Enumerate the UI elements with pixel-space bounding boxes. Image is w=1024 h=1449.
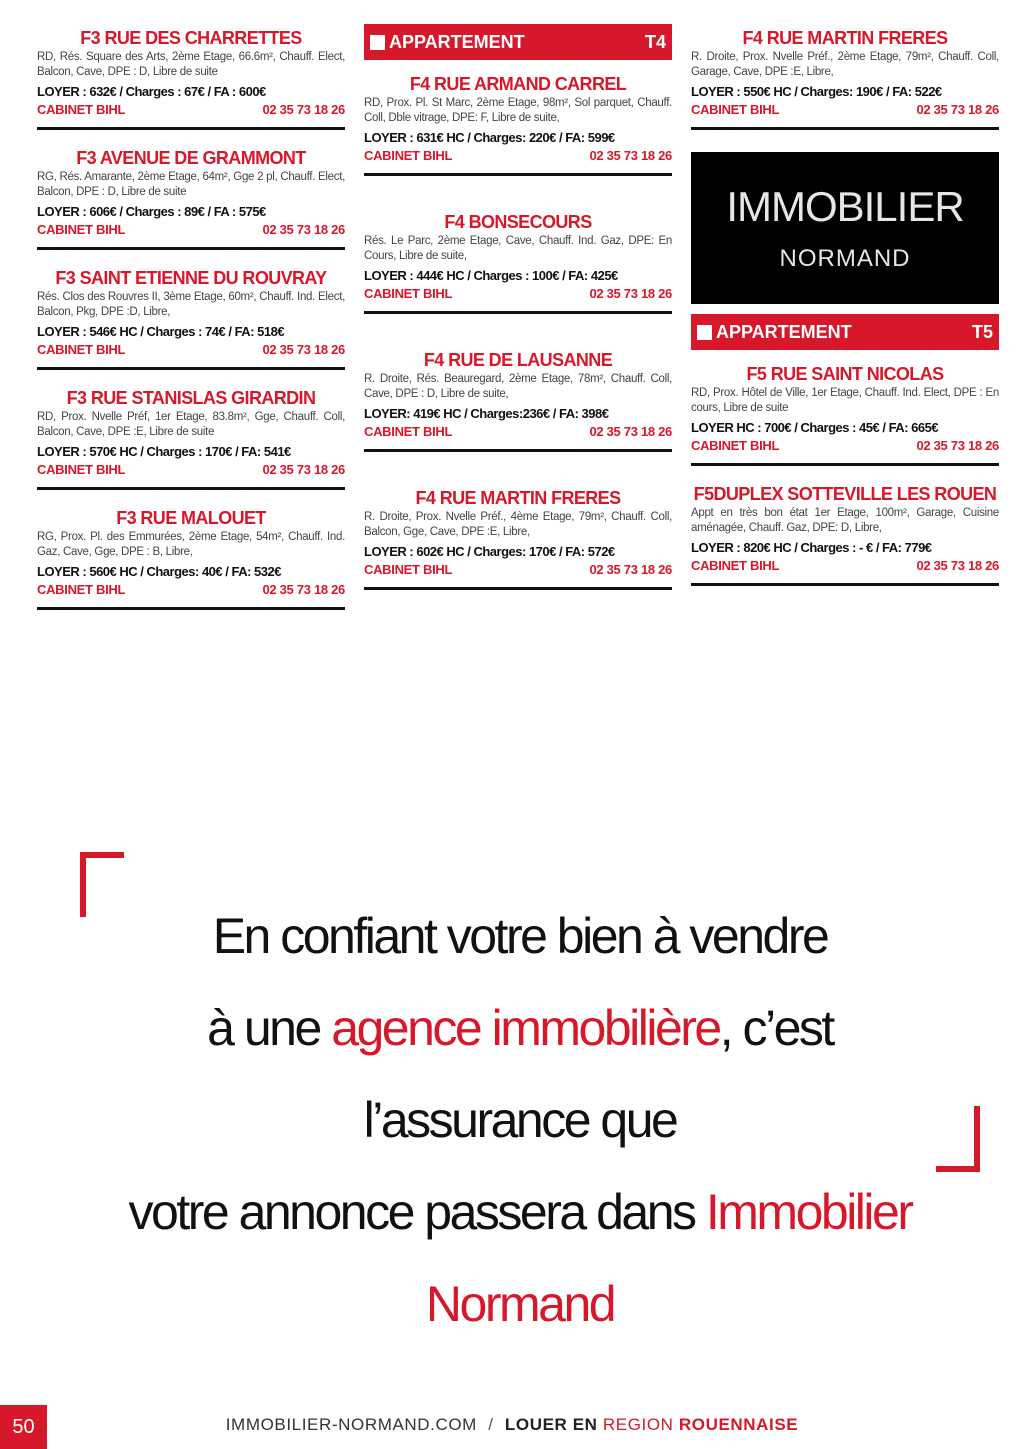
listing bbox=[364, 212, 672, 314]
category-name: APPARTEMENT bbox=[716, 321, 852, 342]
listing bbox=[691, 28, 999, 130]
listing-title: F5 RUE SAINT NICOLAS bbox=[746, 364, 944, 384]
agency-name: CABINET BIHL bbox=[691, 558, 780, 573]
phone-number: 02 35 73 18 26 bbox=[589, 562, 672, 577]
listing-rent: LOYER : 570€ HC / Charges : 170€ / FA: 541€ bbox=[37, 444, 291, 459]
corner-bracket-top-left bbox=[80, 852, 86, 917]
listing-contact bbox=[691, 557, 999, 575]
slogan-line bbox=[100, 890, 940, 982]
phone-number: 02 35 73 18 26 bbox=[262, 582, 345, 597]
footer-louer-en: LOUER EN bbox=[504, 1415, 598, 1434]
listing-description: R. Droite, Prox. Nvelle Préf., 4ème Etage, 79m², Chauff. Coll, Balcon, Gge, Cave, DPE :E, Libre, bbox=[364, 511, 672, 538]
listing-title: F3 SAINT ETIENNE DU ROUVRAY bbox=[55, 268, 327, 288]
footer bbox=[0, 1415, 1024, 1435]
listing-description: Rés. Le Parc, 2ème Etage, Cave, Chauff. Ind. Gaz, DPE: En Cours, Libre de suite, bbox=[364, 235, 672, 262]
listing-description: RG, Rés. Amarante, 2ème Etage, 64m², Gge 2 pl, Chauff. Elect, Balcon, DPE : D, Libre de suite bbox=[37, 171, 345, 198]
listing-rent: LOYER : 631€ HC / Charges: 220€ / FA: 599€ bbox=[364, 130, 615, 145]
listing-description: Rés. Clos des Rouvres II, 3ème Etage, 60m², Chauff. Ind. Elect, Balcon, Pkg, DPE :D, Libre, bbox=[37, 291, 345, 318]
agency-name: CABINET BIHL bbox=[364, 562, 453, 577]
slogan-highlight: agence immobilière bbox=[331, 1000, 720, 1056]
listing-description: RD, Rés. Square des Arts, 2ème Etage, 66.6m², Chauff. Elect, Balcon, Cave, DPE : D, Libre de suite bbox=[37, 51, 345, 78]
column-middle bbox=[364, 24, 672, 608]
listing-description: RD, Prox. Nvelle Préf, 1er Etage, 83.8m², Gge, Chauff. Coll, Balcon, Cave, DPE :E, Libre de suite bbox=[37, 411, 345, 438]
agency-name: CABINET BIHL bbox=[37, 102, 126, 117]
listing-contact bbox=[37, 221, 345, 239]
slogan-highlight: Immobilier Normand bbox=[425, 1184, 912, 1332]
listing-rent: LOYER : 560€ HC / Charges: 40€ / FA: 532€ bbox=[37, 564, 281, 579]
listing-title: F3 RUE MALOUET bbox=[116, 508, 266, 528]
listing-rent: LOYER : 444€ HC / Charges : 100€ / FA: 425€ bbox=[364, 268, 618, 283]
footer-separator: / bbox=[488, 1415, 494, 1434]
listing-title: F3 AVENUE DE GRAMMONT bbox=[76, 148, 306, 168]
phone-number: 02 35 73 18 26 bbox=[916, 438, 999, 453]
agency-name: CABINET BIHL bbox=[364, 148, 453, 163]
phone-number: 02 35 73 18 26 bbox=[589, 424, 672, 439]
agency-name: CABINET BIHL bbox=[364, 424, 453, 439]
agency-name: CABINET BIHL bbox=[691, 102, 780, 117]
listing bbox=[691, 484, 999, 586]
listing-contact bbox=[691, 437, 999, 455]
square-icon bbox=[697, 325, 712, 340]
slogan-text: , c’est l’assurance que bbox=[363, 1000, 833, 1148]
listing-rent: LOYER : 820€ HC / Charges : - € / FA: 779€ bbox=[691, 540, 932, 555]
brand-logo bbox=[691, 152, 999, 304]
corner-bracket-top-left bbox=[80, 852, 124, 858]
listing-title: F4 RUE MARTIN FRERES bbox=[742, 28, 948, 48]
slogan-line bbox=[100, 982, 940, 1166]
corner-bracket-bottom-right bbox=[974, 1106, 980, 1172]
listing-rent: LOYER : 602€ HC / Charges: 170€ / FA: 572€ bbox=[364, 544, 615, 559]
listing-contact bbox=[364, 423, 672, 441]
listing-contact bbox=[364, 147, 672, 165]
listing-title: F4 BONSECOURS bbox=[444, 212, 592, 232]
phone-number: 02 35 73 18 26 bbox=[589, 286, 672, 301]
listing-contact bbox=[37, 101, 345, 119]
listing bbox=[691, 364, 999, 466]
listing bbox=[37, 268, 345, 370]
listing-title: F4 RUE MARTIN FRERES bbox=[415, 488, 621, 508]
agency-name: CABINET BIHL bbox=[364, 286, 453, 301]
listing-contact bbox=[37, 341, 345, 359]
phone-number: 02 35 73 18 26 bbox=[262, 222, 345, 237]
listing-title: F4 RUE ARMAND CARREL bbox=[409, 74, 627, 94]
listing-description: R. Droite, Prox. Nvelle Préf., 2ème Etage, 79m², Chauff. Coll, Garage, Cave, DPE :E, Libre, bbox=[691, 51, 999, 78]
page-number: 50 bbox=[0, 1405, 47, 1449]
listing-rent: LOYER : 606€ / Charges : 89€ / FA : 575€ bbox=[37, 204, 266, 219]
column-left bbox=[37, 24, 345, 628]
square-icon bbox=[370, 35, 385, 50]
slogan-text: En confiant votre bien à vendre bbox=[212, 908, 828, 964]
footer-website: IMMOBILIER-NORMAND.COM bbox=[225, 1415, 477, 1434]
category-label bbox=[370, 32, 525, 53]
phone-number: 02 35 73 18 26 bbox=[262, 342, 345, 357]
listing-title: F3 RUE DES CHARRETTES bbox=[80, 28, 302, 48]
agency-name: CABINET BIHL bbox=[37, 462, 126, 477]
phone-number: 02 35 73 18 26 bbox=[589, 148, 672, 163]
listing-rent: LOYER HC : 700€ / Charges : 45€ / FA: 665€ bbox=[691, 420, 939, 435]
phone-number: 02 35 73 18 26 bbox=[262, 462, 345, 477]
agency-name: CABINET BIHL bbox=[37, 342, 126, 357]
slogan-text: votre annonce passera dans bbox=[128, 1184, 706, 1240]
phone-number: 02 35 73 18 26 bbox=[916, 558, 999, 573]
listing-contact bbox=[37, 461, 345, 479]
listing-contact bbox=[691, 101, 999, 119]
footer-region: REGION bbox=[602, 1415, 674, 1434]
listing bbox=[37, 388, 345, 490]
category-name: APPARTEMENT bbox=[389, 31, 525, 52]
listing bbox=[364, 488, 672, 590]
footer-rouennaise: ROUENNAISE bbox=[678, 1415, 799, 1434]
listing bbox=[37, 148, 345, 250]
slogan-line bbox=[100, 1166, 940, 1350]
listing-title: F3 RUE STANISLAS GIRARDIN bbox=[66, 388, 316, 408]
listing-description: RD, Prox. Hôtel de Ville, 1er Etage, Chauff. Ind. Elect, DPE : En cours, Libre de suite bbox=[691, 387, 999, 414]
listing bbox=[364, 350, 672, 452]
listing-contact bbox=[37, 581, 345, 599]
listing bbox=[364, 74, 672, 176]
listing-rent: LOYER: 419€ HC / Charges:236€ / FA: 398€ bbox=[364, 406, 609, 421]
listing bbox=[37, 28, 345, 130]
category-type: T4 bbox=[644, 31, 666, 52]
slogan-text: à une bbox=[207, 1000, 332, 1056]
column-right bbox=[691, 24, 999, 604]
phone-number: 02 35 73 18 26 bbox=[916, 102, 999, 117]
agency-name: CABINET BIHL bbox=[37, 582, 126, 597]
category-header-t4 bbox=[364, 24, 672, 60]
category-header-t5 bbox=[691, 314, 999, 350]
logo-wordmark: IMMOBILIER bbox=[726, 183, 964, 230]
listing-rent: LOYER : 632€ / Charges : 67€ / FA : 600€ bbox=[37, 84, 266, 99]
category-label bbox=[697, 322, 852, 343]
listing-description: RG, Prox. Pl. des Emmurées, 2ème Etage, 54m², Chauff. Ind. Gaz, Cave, Gge, DPE : B, Libre, bbox=[37, 531, 345, 558]
promo-slogan bbox=[100, 890, 940, 1350]
listing-description: R. Droite, Rés. Beauregard, 2ème Etage, 78m², Chauff. Coll, Cave, DPE : D, Libre de suite, bbox=[364, 373, 672, 400]
listing-description: RD, Prox. Pl. St Marc, 2ème Etage, 98m², Sol parquet, Chauff. Coll, Dble vitrage, DPE: F, Libre de suite, bbox=[364, 97, 672, 124]
listing-title: F5DUPLEX SOTTEVILLE LES ROUEN bbox=[693, 484, 997, 504]
listing bbox=[37, 508, 345, 610]
listing-contact bbox=[364, 285, 672, 303]
listing-rent: LOYER : 550€ HC / Charges: 190€ / FA: 522€ bbox=[691, 84, 942, 99]
listing-contact bbox=[364, 561, 672, 579]
listing-description: Appt en très bon état 1er Etage, 100m², Garage, Cuisine aménagée, Chauff. Gaz, DPE: D, Libre, bbox=[691, 507, 999, 534]
category-type: T5 bbox=[971, 321, 993, 342]
listing-title: F4 RUE DE LAUSANNE bbox=[423, 350, 613, 370]
phone-number: 02 35 73 18 26 bbox=[262, 102, 345, 117]
agency-name: CABINET BIHL bbox=[37, 222, 126, 237]
logo-subtitle: NORMAND bbox=[779, 245, 911, 272]
listing-rent: LOYER : 546€ HC / Charges : 74€ / FA: 518€ bbox=[37, 324, 285, 339]
agency-name: CABINET BIHL bbox=[691, 438, 780, 453]
